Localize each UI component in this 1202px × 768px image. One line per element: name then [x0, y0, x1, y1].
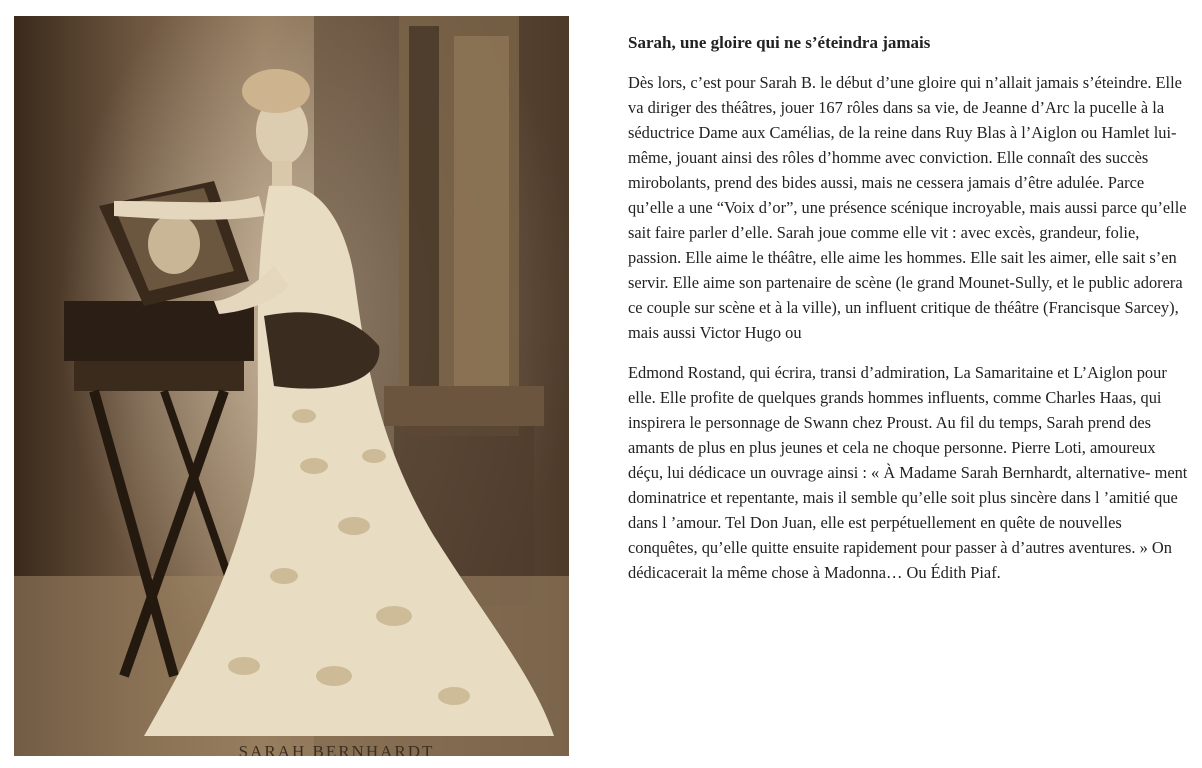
- photo-caption: SARAH BERNHARDT: [238, 742, 435, 756]
- photo-caption-strip: [14, 728, 569, 756]
- article: [628, 30, 1188, 600]
- sepia-portrait-illustration: [14, 16, 569, 756]
- article-paragraph-1: Dès lors, c’est pour Sarah B. le début d’une gloire qui n’allait jamais s’éteindre. Elle va diriger des théâtres, jouer 167 rôles dans sa vie, de Jeanne d’Arc la pucelle à la séductrice Dame aux Camélias, de la reine dans Ruy Blas à l’Aiglon ou Hamlet lui-même, jouant ainsi des rôles d’homme avec conviction. Elle connaît des succès mirobolants, prend des bides aussi, mais ne cessera jamais d’être adulée. Parce qu’elle a une “Voix d’or”, une présence scénique incroyable, mais aussi parce qu’elle sait faire parler d’elle. Sarah joue comme elle vit : avec excès, grandeur, folie, passion. Elle aime le théâtre, elle aime les hommes. Elle sait les aimer, elle sait s’en servir. Elle aime son partenaire de scène (le grand Mounet-Sully, et le public adorera ce couple sur scène et à la ville), un influent critique de théâtre (Francisque Sarcey), mais aussi Victor Hugo ou: [628, 73, 1187, 342]
- article-paragraph-2: Edmond Rostand, qui écrira, transi d’admiration, La Samaritaine et L’Aiglon pour elle. Elle profite de quelques grands hommes influents, comme Charles Haas, qui inspirera le personnage de Swann chez Proust. Au fil du temps, Sarah prend des amants de plus en plus jeunes et cela ne choque personne. Pierre Loti, amoureux déçu, lui dédicace un ouvrage ainsi : « À Madame Sarah Bernhardt, alternative- ment dominatrice et repentante, mais il semble qu’elle soit plus sincère dans l ’amitié que dans l ’amour. Tel Don Juan, elle est perpétuellement en quête de nouvelles conquêtes, qu’elle quitte ensuite rapidement pour passer à d’autres aventures. » On dédicacerait la même chose à Madonna… Ou Édith Piaf.: [628, 363, 1188, 582]
- article-title: Sarah, une gloire qui ne s’éteindra jamais: [628, 33, 931, 52]
- sarah-bernhardt-photo: [14, 16, 569, 756]
